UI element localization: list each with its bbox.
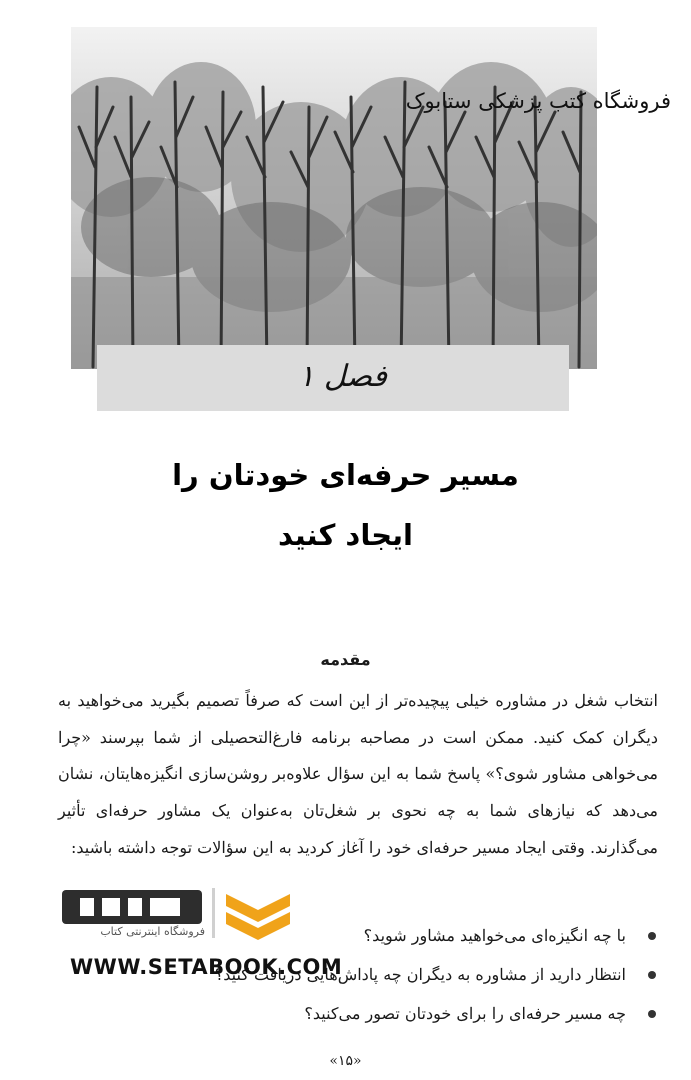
- list-item: چه مسیر حرفه‌ای را برای خودتان تصور می‌کنید؟: [58, 1001, 658, 1040]
- section-heading: مقدمه: [320, 650, 371, 669]
- chapter-title-line-1: مسیر حرفه‌ای خودتان را: [172, 458, 519, 492]
- bullet-icon: [648, 971, 656, 979]
- setabook-logo-icon: [62, 884, 294, 954]
- watermark-url: WWW.SETABOOK.COM: [70, 955, 343, 979]
- chapter-label-box: [97, 345, 569, 411]
- chapter-hero-image: [71, 27, 597, 369]
- bullet-icon: [648, 932, 656, 940]
- bullet-icon: [648, 1010, 656, 1018]
- watermark-tagline: فروشگاه اینترنتی کتاب: [100, 925, 205, 938]
- page-number: «۱۵»: [329, 1053, 362, 1069]
- paragraph-text: انتخاب شغل در مشاوره خیلی پیچیده‌تر از این است که صرفاً تصمیم بگیرید می‌خواهید به دیگران کمک کنید. ممکن است در مصاحبه برنامه فارغ‌التحصیلی از شما بپرسند «چرا می‌خواهی مشاور شوی؟» پاسخ شما به این سؤال علاوه‌بر روشن‌سازی انگیزه‌هایتان، نشان می‌دهد که نیازهای شما به چه نحوی بر شغل‌تان به‌عنوان یک مشاور حرفه‌ای تأثیر می‌گذارند. وقتی ایجاد مسیر حرفه‌ای خود را آغاز کردید به این سؤالات توجه داشته باشید:: [58, 691, 658, 857]
- chapter-label: فصل ۱: [298, 359, 387, 394]
- list-item: با چه انگیزه‌ای می‌خواهید مشاور شوید؟: [58, 923, 658, 962]
- intro-paragraph: [58, 683, 658, 867]
- store-label: فروشگاه کتب پزشکی ستابوک: [405, 89, 671, 113]
- list-item: انتظار دارید از مشاوره به دیگران چه پاداش‌هایی دریافت کنید؟: [58, 962, 658, 1001]
- chapter-title-line-2: ایجاد کنید: [278, 518, 413, 552]
